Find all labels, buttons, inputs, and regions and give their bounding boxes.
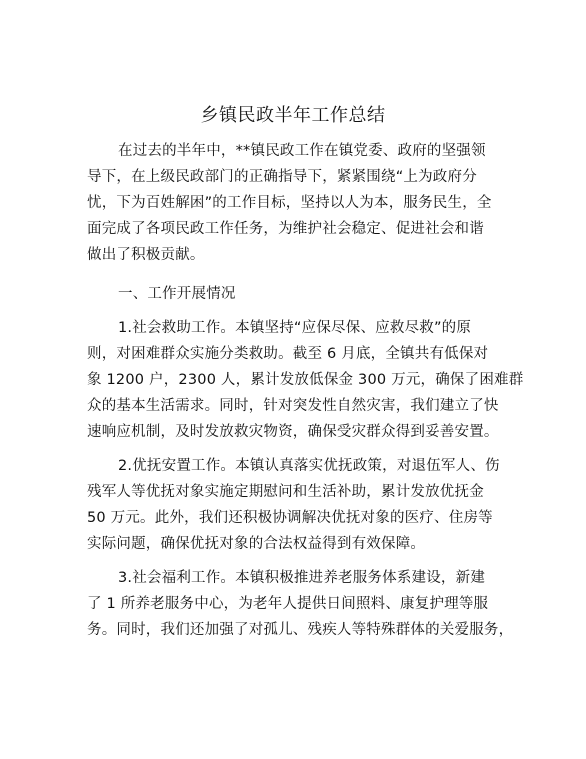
- intro-line: 忧，下为百姓解困”的工作目标，坚持以人为本，服务民生，全: [87, 195, 492, 211]
- item2-line: 2.优抚安置工作。本镇认真落实优抚政策，对退伍军人、伤: [118, 458, 500, 474]
- item1-line: 速响应机制，及时发放救灾物资，确保受灾群众得到妥善安置。: [87, 424, 499, 440]
- document-title: 乡镇民政半年工作总结: [200, 105, 386, 126]
- item1-line: 则，对困难群众实施分类救助。截至 6 月底，全镇共有低保对: [87, 346, 489, 362]
- intro-line: 在过去的半年中，**镇民政工作在镇党委、政府的坚强领: [118, 143, 486, 159]
- item3-line: 3.社会福利工作。本镇积极推进养老服务体系建设，新建: [118, 570, 486, 586]
- intro-line: 做出了积极贡献。: [87, 247, 205, 263]
- section-heading: 一、工作开展情况: [118, 286, 236, 302]
- item2-line: 实际问题，确保优抚对象的合法权益得到有效保障。: [87, 536, 426, 552]
- intro-line: 面完成了各项民政工作任务，为维护社会稳定、促进社会和谐: [87, 221, 484, 237]
- item1-line: 众的基本生活需求。同时，针对突发性自然灾害，我们建立了快: [87, 398, 499, 414]
- item3-line: 了 1 所养老服务中心，为老年人提供日间照料、康复护理等服: [87, 596, 489, 612]
- item2-line: 50 万元。此外，我们还积极协调解决优抚对象的医疗、住房等: [87, 510, 493, 526]
- intro-line: 导下，在上级民政部门的正确指导下，紧紧围绕“上为政府分: [87, 169, 477, 185]
- item3-line: 务。同时，我们还加强了对孤儿、残疾人等特殊群体的关爱服务，: [87, 622, 514, 638]
- item1-line: 象 1200 户，2300 人，累计发放低保金 300 万元，确保了困难群: [87, 372, 524, 388]
- item2-line: 残军人等优抚对象实施定期慰问和生活补助，累计发放优抚金: [87, 484, 484, 500]
- item1-line: 1.社会救助工作。本镇坚持“应保尽保、应救尽救”的原: [118, 320, 472, 336]
